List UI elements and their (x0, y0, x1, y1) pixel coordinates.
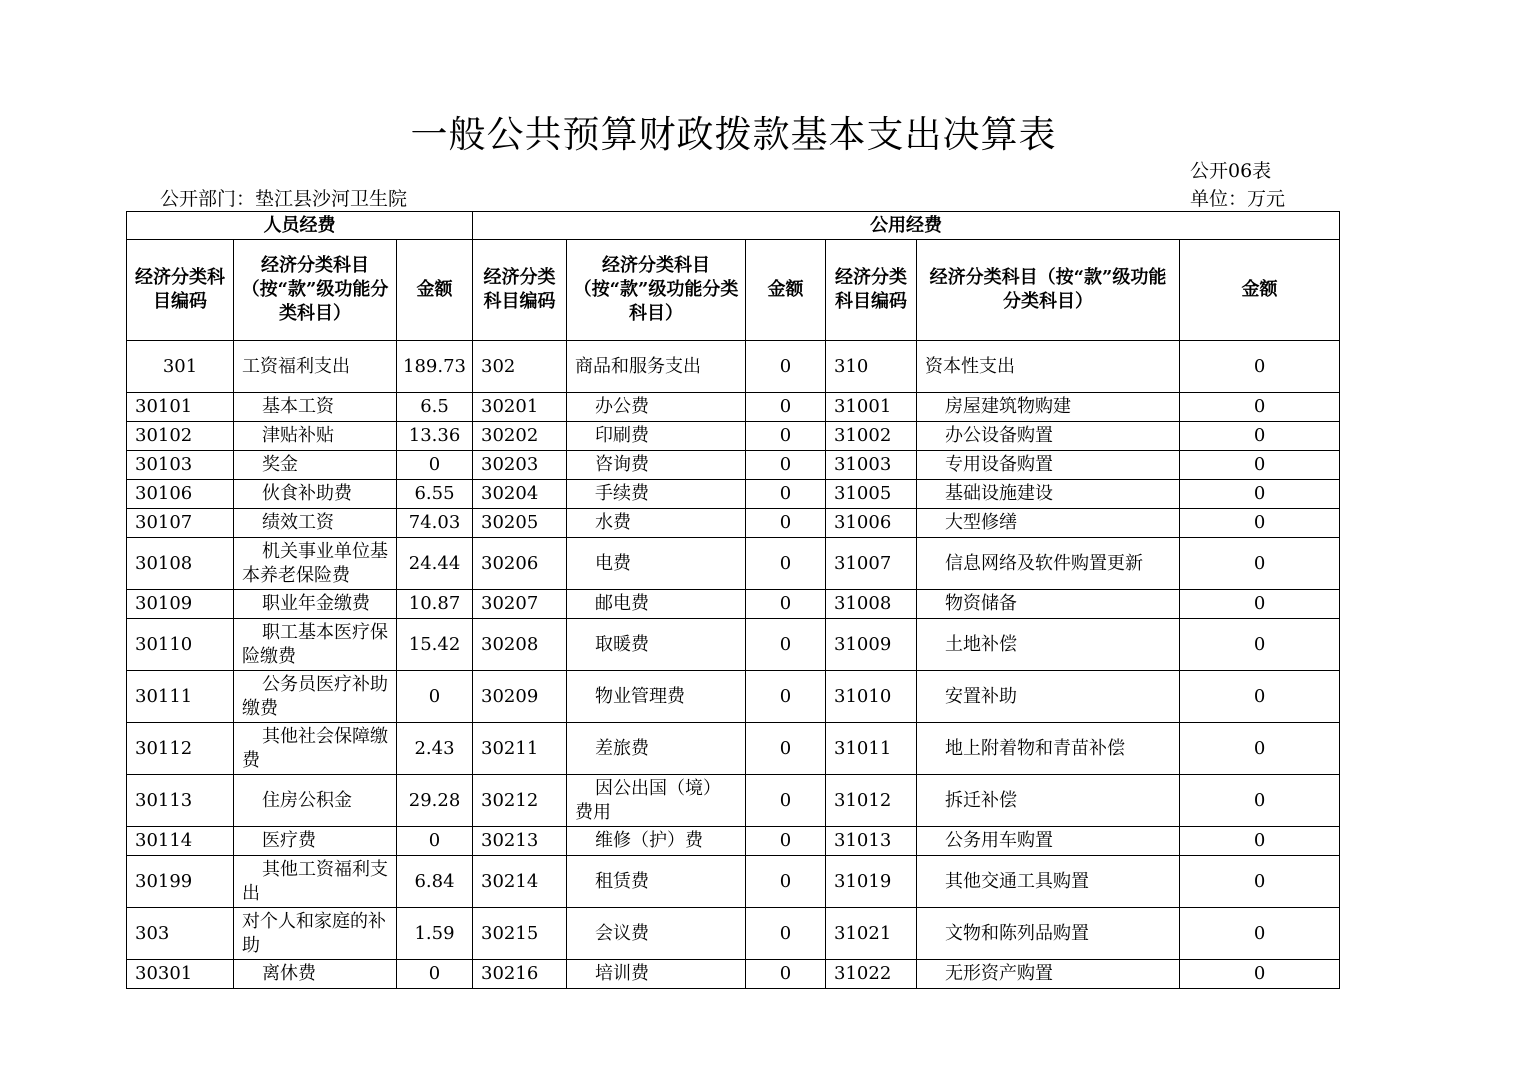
personnel-name: 其他社会保障缴费 (234, 723, 397, 775)
capital-amount: 0 (1180, 341, 1340, 393)
personnel-code: 30110 (127, 619, 234, 671)
personnel-code: 30111 (127, 671, 234, 723)
personnel-code: 30199 (127, 856, 234, 908)
department-label: 公开部门：垫江县沙河卫生院 (160, 188, 408, 210)
expenditure-table (126, 211, 1340, 989)
goods-name: 培训费 (567, 960, 746, 989)
goods-code: 30201 (473, 393, 567, 422)
capital-code: 31006 (826, 509, 917, 538)
personnel-amount: 6.5 (397, 393, 473, 422)
goods-name: 印刷费 (567, 422, 746, 451)
goods-code: 30207 (473, 590, 567, 619)
capital-amount: 0 (1180, 480, 1340, 509)
table-row (127, 723, 1340, 775)
goods-code: 30204 (473, 480, 567, 509)
capital-name: 地上附着物和青苗补偿 (917, 723, 1180, 775)
personnel-name: 公务员医疗补助缴费 (234, 671, 397, 723)
goods-amount: 0 (746, 451, 826, 480)
goods-name: 手续费 (567, 480, 746, 509)
table-row (127, 775, 1340, 827)
table-row (127, 538, 1340, 590)
personnel-amount: 13.36 (397, 422, 473, 451)
capital-name: 安置补助 (917, 671, 1180, 723)
goods-amount: 0 (746, 509, 826, 538)
goods-name: 因公出国（境）费用 (567, 775, 746, 827)
goods-code: 30206 (473, 538, 567, 590)
goods-amount: 0 (746, 480, 826, 509)
goods-code: 30211 (473, 723, 567, 775)
capital-code: 31005 (826, 480, 917, 509)
personnel-code: 30101 (127, 393, 234, 422)
capital-name: 信息网络及软件购置更新 (917, 538, 1180, 590)
table-row (127, 960, 1340, 989)
personnel-amount: 0 (397, 960, 473, 989)
personnel-amount: 2.43 (397, 723, 473, 775)
personnel-amount: 29.28 (397, 775, 473, 827)
unit-label: 单位：万元 (1190, 188, 1286, 210)
goods-amount: 0 (746, 856, 826, 908)
personnel-amount: 15.42 (397, 619, 473, 671)
capital-name: 基础设施建设 (917, 480, 1180, 509)
goods-amount: 0 (746, 619, 826, 671)
personnel-name: 基本工资 (234, 393, 397, 422)
capital-name: 专用设备购置 (917, 451, 1180, 480)
goods-code: 30214 (473, 856, 567, 908)
capital-code: 31019 (826, 856, 917, 908)
personnel-code: 30106 (127, 480, 234, 509)
goods-amount: 0 (746, 590, 826, 619)
table-row (127, 509, 1340, 538)
capital-code: 310 (826, 341, 917, 393)
goods-code: 30213 (473, 827, 567, 856)
goods-code: 30208 (473, 619, 567, 671)
personnel-code: 30301 (127, 960, 234, 989)
capital-amount: 0 (1180, 422, 1340, 451)
table-row (127, 908, 1340, 960)
goods-amount: 0 (746, 393, 826, 422)
table-row (127, 422, 1340, 451)
capital-code: 31009 (826, 619, 917, 671)
capital-name: 文物和陈列品购置 (917, 908, 1180, 960)
capital-name: 拆迁补偿 (917, 775, 1180, 827)
capital-amount: 0 (1180, 856, 1340, 908)
table-row (127, 393, 1340, 422)
goods-name: 取暖费 (567, 619, 746, 671)
goods-name: 邮电费 (567, 590, 746, 619)
table-row (127, 480, 1340, 509)
goods-code: 30209 (473, 671, 567, 723)
goods-code: 30216 (473, 960, 567, 989)
capital-code: 31012 (826, 775, 917, 827)
table-row (127, 827, 1340, 856)
goods-amount: 0 (746, 671, 826, 723)
personnel-code: 303 (127, 908, 234, 960)
goods-amount: 0 (746, 775, 826, 827)
personnel-name: 机关事业单位基本养老保险费 (234, 538, 397, 590)
capital-amount: 0 (1180, 827, 1340, 856)
goods-name: 办公费 (567, 393, 746, 422)
personnel-code: 30107 (127, 509, 234, 538)
goods-name: 差旅费 (567, 723, 746, 775)
capital-code: 31011 (826, 723, 917, 775)
goods-code: 30205 (473, 509, 567, 538)
capital-name: 资本性支出 (917, 341, 1180, 393)
personnel-amount-header: 金额 (397, 240, 473, 341)
capital-code: 31022 (826, 960, 917, 989)
goods-amount: 0 (746, 827, 826, 856)
personnel-amount: 1.59 (397, 908, 473, 960)
public-expense-header: 公用经费 (473, 212, 1340, 240)
table-row (127, 451, 1340, 480)
personnel-amount: 189.73 (397, 341, 473, 393)
capital-name: 房屋建筑物购建 (917, 393, 1180, 422)
goods-amount: 0 (746, 422, 826, 451)
capital-name-header: 经济分类科目（按“款”级功能分类科目） (917, 240, 1180, 341)
capital-code: 31008 (826, 590, 917, 619)
table-row (127, 590, 1340, 619)
personnel-name: 绩效工资 (234, 509, 397, 538)
personnel-amount: 24.44 (397, 538, 473, 590)
personnel-amount: 74.03 (397, 509, 473, 538)
personnel-name: 住房公积金 (234, 775, 397, 827)
personnel-name: 职业年金缴费 (234, 590, 397, 619)
capital-code: 31003 (826, 451, 917, 480)
goods-code: 30202 (473, 422, 567, 451)
capital-amount-header: 金额 (1180, 240, 1340, 341)
goods-name: 物业管理费 (567, 671, 746, 723)
capital-amount: 0 (1180, 619, 1340, 671)
capital-code: 31002 (826, 422, 917, 451)
personnel-name: 离休费 (234, 960, 397, 989)
goods-amount: 0 (746, 960, 826, 989)
goods-code: 30215 (473, 908, 567, 960)
personnel-code: 301 (127, 341, 234, 393)
capital-code: 31021 (826, 908, 917, 960)
capital-amount: 0 (1180, 393, 1340, 422)
personnel-name: 奖金 (234, 451, 397, 480)
personnel-code: 30114 (127, 827, 234, 856)
personnel-amount: 6.55 (397, 480, 473, 509)
personnel-name: 津贴补贴 (234, 422, 397, 451)
capital-amount: 0 (1180, 509, 1340, 538)
capital-amount: 0 (1180, 960, 1340, 989)
capital-name: 其他交通工具购置 (917, 856, 1180, 908)
personnel-name: 医疗费 (234, 827, 397, 856)
goods-code: 30203 (473, 451, 567, 480)
capital-code-header: 经济分类科目编码 (826, 240, 917, 341)
capital-name: 物资储备 (917, 590, 1180, 619)
table-row (127, 619, 1340, 671)
capital-code: 31007 (826, 538, 917, 590)
capital-amount: 0 (1180, 775, 1340, 827)
personnel-amount: 6.84 (397, 856, 473, 908)
table-row (127, 341, 1340, 393)
personnel-name: 对个人和家庭的补助 (234, 908, 397, 960)
capital-code: 31013 (826, 827, 917, 856)
personnel-expense-header: 人员经费 (127, 212, 473, 240)
personnel-name-header: 经济分类科目（按“款”级功能分类科目） (234, 240, 397, 341)
personnel-name: 工资福利支出 (234, 341, 397, 393)
goods-code: 302 (473, 341, 567, 393)
personnel-name: 其他工资福利支出 (234, 856, 397, 908)
goods-name: 商品和服务支出 (567, 341, 746, 393)
capital-amount: 0 (1180, 671, 1340, 723)
goods-name: 电费 (567, 538, 746, 590)
table-number: 公开06表 (1190, 160, 1272, 182)
goods-amount: 0 (746, 341, 826, 393)
capital-amount: 0 (1180, 451, 1340, 480)
capital-name: 无形资产购置 (917, 960, 1180, 989)
capital-amount: 0 (1180, 723, 1340, 775)
personnel-code: 30112 (127, 723, 234, 775)
capital-name: 土地补偿 (917, 619, 1180, 671)
page-title: 一般公共预算财政拨款基本支出决算表 (410, 113, 1057, 156)
goods-code-header: 经济分类科目编码 (473, 240, 567, 341)
personnel-code: 30103 (127, 451, 234, 480)
personnel-amount: 0 (397, 827, 473, 856)
goods-name: 水费 (567, 509, 746, 538)
goods-amount: 0 (746, 538, 826, 590)
capital-name: 公务用车购置 (917, 827, 1180, 856)
goods-name-header: 经济分类科目（按“款”级功能分类科目） (567, 240, 746, 341)
goods-code: 30212 (473, 775, 567, 827)
capital-code: 31010 (826, 671, 917, 723)
personnel-amount: 0 (397, 671, 473, 723)
personnel-code: 30108 (127, 538, 234, 590)
personnel-amount: 10.87 (397, 590, 473, 619)
goods-name: 租赁费 (567, 856, 746, 908)
goods-amount: 0 (746, 723, 826, 775)
capital-amount: 0 (1180, 538, 1340, 590)
table-row (127, 856, 1340, 908)
personnel-code: 30102 (127, 422, 234, 451)
goods-amount: 0 (746, 908, 826, 960)
personnel-code-header: 经济分类科目编码 (127, 240, 234, 341)
personnel-name: 职工基本医疗保险缴费 (234, 619, 397, 671)
goods-amount-header: 金额 (746, 240, 826, 341)
capital-amount: 0 (1180, 590, 1340, 619)
capital-amount: 0 (1180, 908, 1340, 960)
personnel-code: 30113 (127, 775, 234, 827)
capital-name: 办公设备购置 (917, 422, 1180, 451)
personnel-name: 伙食补助费 (234, 480, 397, 509)
goods-name: 会议费 (567, 908, 746, 960)
personnel-code: 30109 (127, 590, 234, 619)
goods-name: 维修（护）费 (567, 827, 746, 856)
capital-name: 大型修缮 (917, 509, 1180, 538)
table-row (127, 671, 1340, 723)
capital-code: 31001 (826, 393, 917, 422)
goods-name: 咨询费 (567, 451, 746, 480)
personnel-amount: 0 (397, 451, 473, 480)
